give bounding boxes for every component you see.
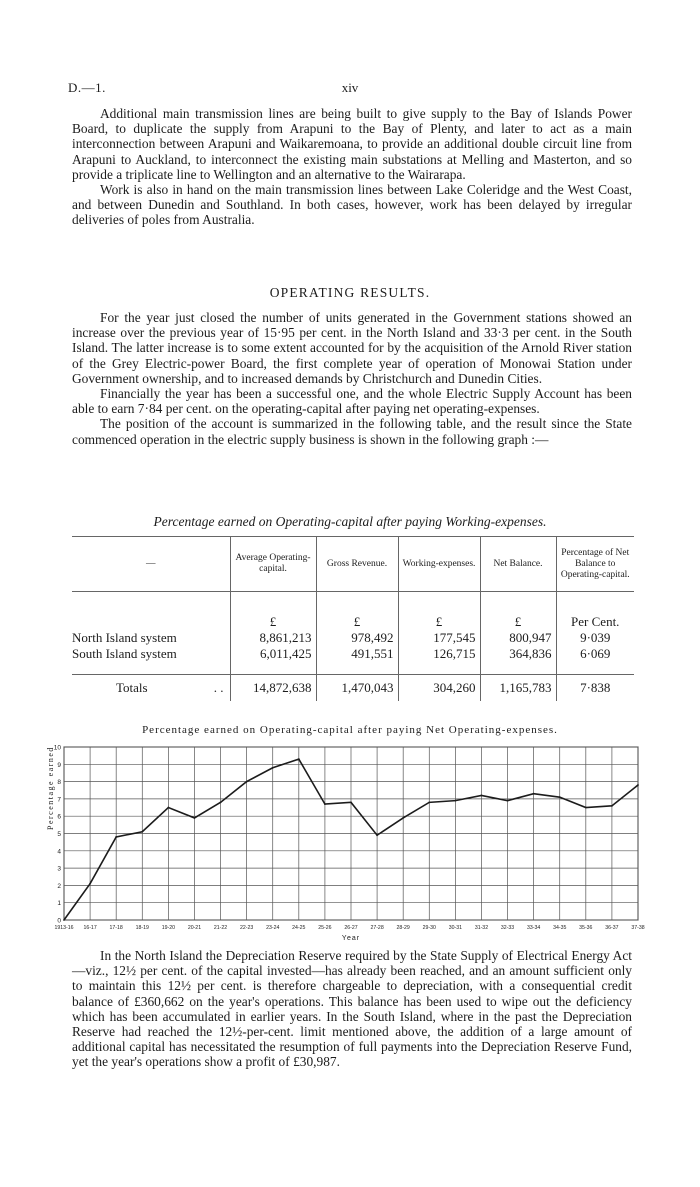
- chart-x-tick-label: 18-19: [135, 925, 149, 931]
- table-cell: 8,861,213: [230, 630, 316, 646]
- chart-x-tick-label: 16-17: [83, 925, 97, 931]
- chart-data-point: [428, 801, 430, 803]
- section-heading: OPERATING RESULTS.: [269, 285, 431, 300]
- totals-leader-dots: . .: [213, 680, 224, 695]
- document-reference: D.—1.: [68, 80, 106, 95]
- chart-y-tick-label: 6: [57, 813, 61, 821]
- table-cell: 304,260: [398, 675, 480, 702]
- chart-data-point: [220, 801, 222, 803]
- table-cell: £: [230, 614, 316, 630]
- chart-data-point: [402, 817, 404, 819]
- chart-x-tick-label: 28-29: [396, 925, 410, 931]
- chart-x-tick-label: 31-32: [474, 925, 489, 931]
- table-cell: 800,947: [480, 630, 556, 646]
- chart-x-tick-label: 19-20: [161, 925, 176, 931]
- table-caption: Percentage earned on Operating-capital after paying Working-expenses.: [153, 514, 547, 529]
- chart-x-axis-label: Year: [341, 935, 361, 942]
- chart-x-tick-label: 25-26: [318, 925, 332, 931]
- table-row: [72, 646, 634, 662]
- paragraph-units-generated: For the year just closed the number of units generated in the Government stations showed an increase over the previous year of 15·95 per cent. in the North Island and 33·3 per cent. in the South Island. The latter increase is to some extent accounted for by the acquisition of the Arnold River station of the Grey Electric-power Board, the first complete year of operation of Monowai Station under Government ownership, and to increased demands by Christchurch and Dunedin Cities.: [72, 310, 632, 386]
- chart-data-point: [115, 836, 117, 838]
- table-row-label: North Island system: [72, 630, 177, 645]
- chart-data-point: [454, 800, 456, 802]
- chart-y-tick-label: 4: [57, 848, 61, 856]
- chart-x-tick-label: 20-21: [187, 925, 202, 931]
- chart-x-tick-label: 1913-16: [54, 925, 74, 931]
- table-cell: 978,492: [316, 630, 398, 646]
- chart-x-tick-label: 29-30: [422, 925, 436, 931]
- chart-y-tick-label: 10: [53, 744, 61, 752]
- table-totals-row: [72, 675, 634, 702]
- chart-data-point: [507, 800, 509, 802]
- paragraph-transmission-lines: Additional main transmission lines are being built to give supply to the Bay of Islands Power Board, to duplicate the supply from Arapuni to the Bay of Plenty, and later to act as a main interconnection between Arapuni and Waikaremoana, to provide an additional double circuit line from Arapuni to Auckland, to interconnect the existing main substations at Melling and Masterton, and so provide a triplicate line to Wellington and an alternative to the Wairarapa.: [72, 106, 632, 182]
- chart-y-tick-label: 9: [57, 761, 61, 769]
- chart-data-point: [611, 805, 613, 807]
- table-row: [72, 630, 634, 646]
- chart-x-tick-label: 21-22: [213, 925, 228, 931]
- chart-y-tick-label: 2: [57, 882, 61, 890]
- chart-x-tick-label: 24-25: [292, 925, 306, 931]
- table-header-cell: Percentage of Net Balance to Operating-capital.: [556, 537, 634, 592]
- chart-y-tick-label: 0: [57, 917, 61, 925]
- paragraph-table-intro: The position of the account is summarized in the following table, and the result since the State commenced operation in the electric supply business is shown in the following graph :—: [72, 416, 632, 447]
- chart-x-tick-label: 35-36: [579, 925, 593, 931]
- chart-x-tick-label: 37-38: [631, 925, 645, 931]
- graph-title: Percentage earned on Operating-capital after paying Net Operating-expenses.: [142, 724, 558, 736]
- table-cell: [72, 614, 230, 630]
- results-section: [72, 310, 632, 447]
- chart-data-point: [272, 767, 274, 769]
- chart-x-tick-label: 17-18: [109, 925, 123, 931]
- table-cell: 14,872,638: [230, 675, 316, 702]
- table-cell: 6·069: [556, 646, 634, 662]
- table-cell: 6,011,425: [230, 646, 316, 662]
- table-cell: £: [316, 614, 398, 630]
- table-cell: 126,715: [398, 646, 480, 662]
- chart-y-tick-label: 5: [57, 831, 61, 838]
- paragraph-depreciation-reserve: In the North Island the Depreciation Reserve required by the State Supply of Electrical Energy Act—viz., 12½ per cent. of the capital invested—has already been reached, and an amount sufficient only to maintain this 12½ per cent. is therefore chargeable to depreciation, with a consequential credit balance of £360,662 on the year's operations. This balance has been used to wipe out the deficiency which has been accumulated in earlier years. In the South Island, where in the past the Depreciation Reserve had reached the 12½-per-cent. limit mentioned above, the addition of a large amount of additional capital has necessitated the resumption of full payments into the Depreciation Reserve Fund, yet the year's operations show a profit of £30,987.: [72, 948, 632, 1070]
- paragraph-west-coast-work: Work is also in hand on the main transmission lines between Lake Coleridge and the West Coast, and between Dunedin and Southland. In both cases, however, work has been delayed by irregular deliveries of poles from Australia.: [72, 182, 632, 228]
- table-header-cell: Net Balance.: [480, 537, 556, 592]
- table-row-label: South Island system: [72, 646, 177, 661]
- table-cell: 1,165,783: [480, 675, 556, 702]
- table-cell: Per Cent.: [556, 614, 634, 630]
- chart-y-tick-label: 8: [57, 779, 61, 787]
- chart-data-point: [376, 834, 378, 836]
- results-table: [72, 536, 634, 701]
- table-cell: 1,470,043: [316, 675, 398, 702]
- chart-data-point: [533, 793, 535, 795]
- chart-y-tick-label: 7: [57, 796, 61, 804]
- page-number: xiv: [341, 80, 359, 95]
- chart-x-tick-label: 22-23: [239, 925, 254, 931]
- chart-y-axis-label: Percentage earned: [46, 746, 55, 830]
- table-header-cell: Gross Revenue.: [316, 537, 398, 592]
- table-cell: 491,551: [316, 646, 398, 662]
- chart-data-point: [141, 831, 143, 833]
- chart-data-point: [89, 883, 91, 885]
- table-header-row: [72, 537, 634, 592]
- table-units-row: [72, 614, 634, 630]
- chart-y-tick-label: 3: [57, 865, 61, 873]
- chart-data-point: [481, 795, 483, 797]
- chart-data-point: [324, 803, 326, 805]
- chart-data-point: [194, 817, 196, 819]
- paragraph-financial-year: Financially the year has been a successful one, and the whole Electric Supply Account has been able to earn 7·84 per cent. on the operating-capital after paying net operating-expenses.: [72, 386, 632, 417]
- chart-x-tick-label: 23-24: [266, 925, 280, 931]
- chart-data-point: [298, 758, 300, 760]
- chart-data-point: [637, 784, 639, 786]
- chart-data-point: [559, 796, 561, 798]
- table-cell: 9·039: [556, 630, 634, 646]
- table-header-cell: Average Operating-capital.: [230, 537, 316, 592]
- chart-data-point: [167, 807, 169, 809]
- table-header-cell: —: [72, 537, 230, 592]
- table-cell: 364,836: [480, 646, 556, 662]
- totals-label-text: Totals: [116, 680, 148, 695]
- chart-x-tick-label: 34-35: [553, 925, 567, 931]
- chart-x-tick-label: 36-37: [605, 925, 619, 931]
- chart-data-point: [585, 807, 587, 809]
- table-spacer-row: [72, 592, 634, 615]
- chart-y-tick-label: 1: [57, 900, 61, 908]
- table-cell: 7·838: [556, 675, 634, 702]
- table-cell: 177,545: [398, 630, 480, 646]
- chart-x-tick-label: 27-28: [370, 925, 384, 931]
- chart-x-tick-label: 26-27: [344, 925, 358, 931]
- chart-data-point: [63, 919, 65, 921]
- intro-section: [72, 106, 632, 228]
- chart-x-tick-label: 32-33: [500, 925, 515, 931]
- table-cell: £: [398, 614, 480, 630]
- chart-data-point: [350, 801, 352, 803]
- chart-data-point: [246, 781, 248, 783]
- table-cell: £: [480, 614, 556, 630]
- totals-label: [72, 675, 230, 702]
- table-header-cell: Working-expenses.: [398, 537, 480, 592]
- percentage-line-chart: [40, 740, 660, 950]
- chart-x-tick-label: 30-31: [448, 925, 463, 931]
- table-spacer-row: [72, 662, 634, 675]
- chart-x-tick-label: 33-34: [526, 925, 541, 931]
- closing-section: [72, 948, 632, 1070]
